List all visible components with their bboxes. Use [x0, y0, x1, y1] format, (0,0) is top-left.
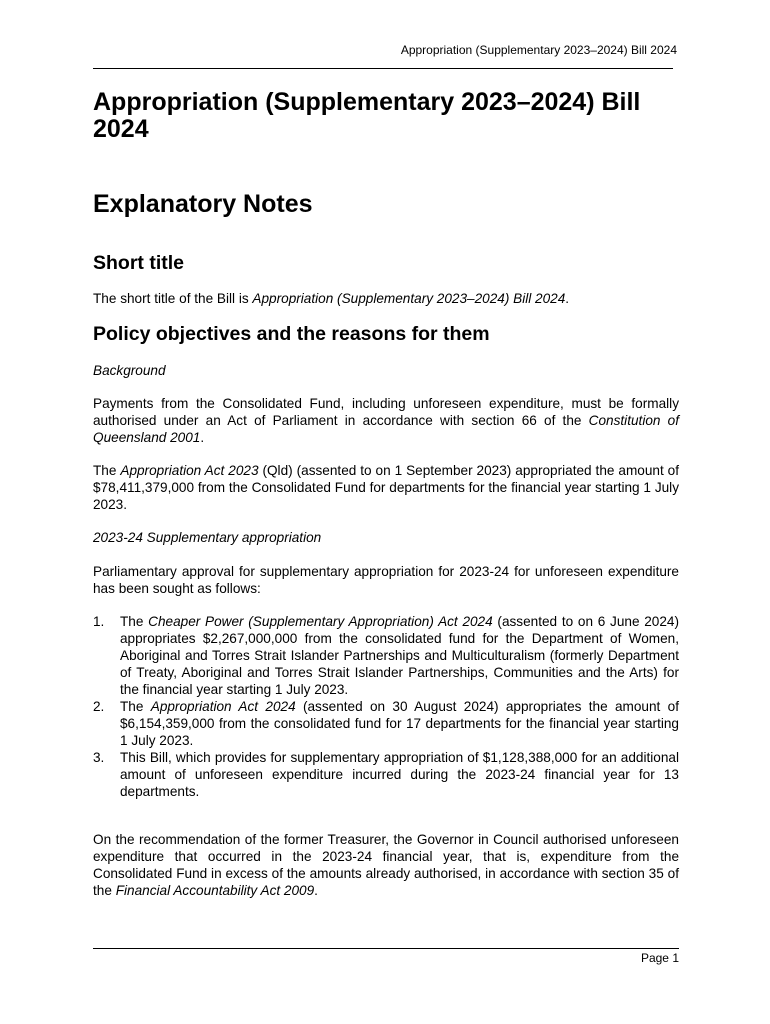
page-number: Page 1	[640, 951, 679, 965]
list-text: This Bill, which provides for supplementary appropriation of $1,128,388,000 for an additional amount of unforeseen expenditure incurred during the 2023-24 financial year for 13 departments.	[120, 750, 679, 799]
footer-rule	[93, 948, 679, 949]
financial-accountability-act-reference: Financial Accountability Act 2009	[115, 883, 315, 898]
paragraph-prefix: The	[93, 463, 121, 478]
list-item	[93, 749, 679, 800]
list-text: (assented to on 6 June 2024) appropriates $2,267,000,000 from the consolidated fund for the Department of Women, Aboriginal and Torres Strait Islander Partnerships and Multiculturalism (formerly Department of Treaty, Aboriginal and Torres Strait Islander Partnerships, Communities and the Arts) for the financial year starting 1 July 2023.	[120, 614, 680, 697]
paragraph-text: (Qld) (assented to on 1 September 2023) appropriated the amount of $78,411,379,000 from the Consolidated Fund for departments for the financial year starting 1 July 2023.	[93, 463, 680, 512]
act-reference: Appropriation Act 2024	[150, 699, 296, 714]
header-rule	[93, 68, 673, 69]
short-title-heading: Short title	[93, 252, 184, 274]
constitution-reference: Constitution of Queensland 2001	[93, 413, 679, 445]
appropriation-act-reference: Appropriation Act 2023	[120, 463, 259, 478]
paragraph-text: Payments from the Consolidated Fund, including unforeseen expenditure, must be formally authorised under an Act of Parliament in accordance with section 66 of the	[93, 396, 679, 428]
short-title-bill-name: Appropriation (Supplementary 2023–2024) Bill 2024	[252, 291, 566, 306]
document-title: Appropriation (Supplementary 2023–2024) Bill 2024	[93, 88, 641, 143]
background-label: Background	[93, 363, 166, 378]
appropriation-list	[93, 613, 679, 800]
list-number: 3.	[93, 750, 105, 765]
list-number: 2.	[93, 699, 105, 714]
act-reference: Cheaper Power (Supplementary Appropriation) Act 2024	[148, 614, 493, 629]
list-item	[93, 698, 679, 749]
list-prefix: The	[120, 614, 149, 629]
list-item	[93, 613, 679, 698]
short-title-suffix: .	[565, 291, 570, 306]
list-text: (assented on 30 August 2024) appropriates the amount of $6,154,359,000 from the consolidated fund for 17 departments for the financial year starting 1 July 2023.	[120, 699, 679, 748]
explanatory-notes-heading: Explanatory Notes	[93, 190, 313, 218]
list-prefix: The	[120, 699, 151, 714]
supplementary-appropriation-label: 2023-24 Supplementary appropriation	[93, 530, 322, 545]
running-header: Appropriation (Supplementary 2023–2024) Bill 2024	[400, 43, 677, 57]
paragraph-suffix: .	[200, 430, 205, 445]
parliamentary-approval-paragraph: Parliamentary approval for supplementary appropriation for 2023-24 for unforeseen expenditure has been sought as follows:	[93, 564, 679, 596]
consolidated-fund-paragraph	[93, 395, 679, 446]
governor-authorisation-paragraph	[93, 831, 679, 899]
short-title-paragraph	[93, 290, 679, 307]
policy-objectives-heading: Policy objectives and the reasons for them	[93, 323, 490, 345]
paragraph-suffix: .	[314, 883, 318, 898]
appropriation-act-paragraph	[93, 462, 679, 513]
paragraph-text: On the recommendation of the former Treasurer, the Governor in Council authorised unforeseen expenditure that occurred in the 2023-24 financial year, that is, expenditure from the Consolidated Fund in excess of the amounts already authorised, in accordance with section 35 of the	[93, 832, 679, 898]
list-number: 1.	[93, 614, 105, 629]
short-title-text: The short title of the Bill is	[93, 291, 253, 306]
